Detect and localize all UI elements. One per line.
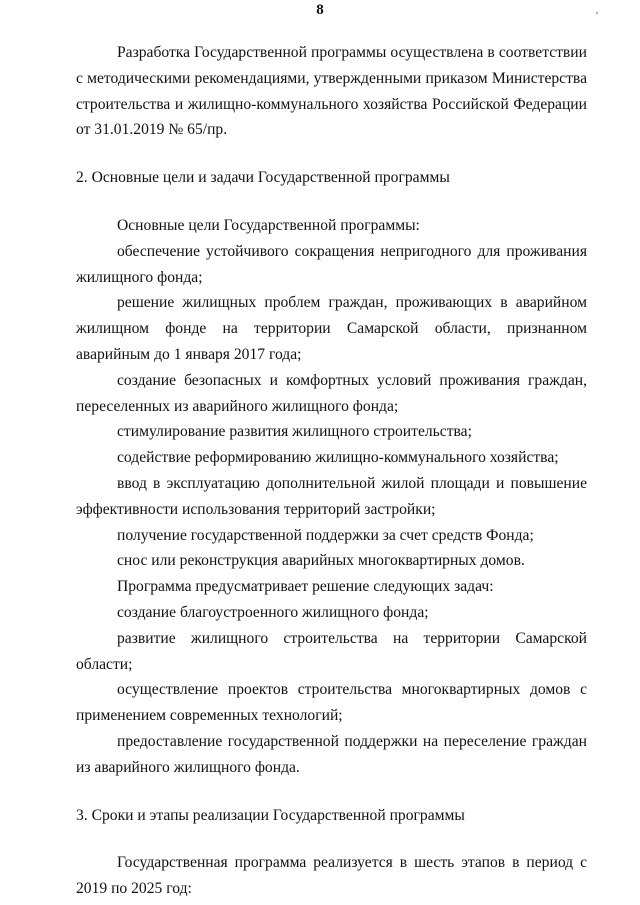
task-item: создание благоустроенного жилищного фонда; — [117, 603, 429, 621]
goal-item: создание безопасных и комфортных условий проживания граждан, переселенных из аварийного жилищного фонда; — [76, 371, 587, 415]
intro-paragraph: Разработка Государственной программы осуществлена в соответствии с методическими рекомендациями, утвержденными приказом Министерства строительства и жилищно-коммунального хозяйства Российской Федерации от 31.01.2019 № 65/пр. — [76, 44, 587, 139]
goal-item: содействие реформированию жилищно-коммунального хозяйства; — [117, 449, 559, 467]
tasks-intro: Программа предусматривает решение следующих задач: — [117, 578, 494, 596]
section-3-heading: 3. Сроки и этапы реализации Государственной программы — [76, 806, 465, 824]
goal-item: стимулирование развития жилищного строительства; — [117, 423, 472, 441]
goal-item: решение жилищных проблем граждан, проживающих в аварийном жилищном фонде на территории Самарской области, признанном аварийным до 1 января 2017 года; — [76, 294, 587, 363]
task-item: развитие жилищного строительства на территории Самарской области; — [76, 629, 587, 673]
page-number: 8 — [316, 2, 324, 18]
section-3-paragraph: Государственная программа реализуется в шесть этапов в период с 2019 по 2025 год: — [76, 854, 587, 898]
goals-intro: Основные цели Государственной программы: — [117, 216, 420, 234]
body-text — [76, 40, 587, 902]
section-2-heading: 2. Основные цели и задачи Государственной программы — [76, 169, 450, 187]
task-item: осуществление проектов строительства многоквартирных домов с применением современных технологий; — [76, 681, 587, 725]
corner-mark: ' — [596, 10, 598, 22]
goal-item: ввод в эксплуатацию дополнительной жилой площади и повышение эффективности использования территорий застройки; — [76, 474, 587, 518]
task-item: предоставление государственной поддержки на переселение граждан из аварийного жилищного фонда. — [76, 732, 587, 776]
goal-item: получение государственной поддержки за счет средств Фонда; — [117, 526, 534, 544]
goal-item: обеспечение устойчивого сокращения непригодного для проживания жилищного фонда; — [76, 242, 587, 286]
goal-item: снос или реконструкция аварийных многоквартирных домов. — [117, 552, 525, 570]
